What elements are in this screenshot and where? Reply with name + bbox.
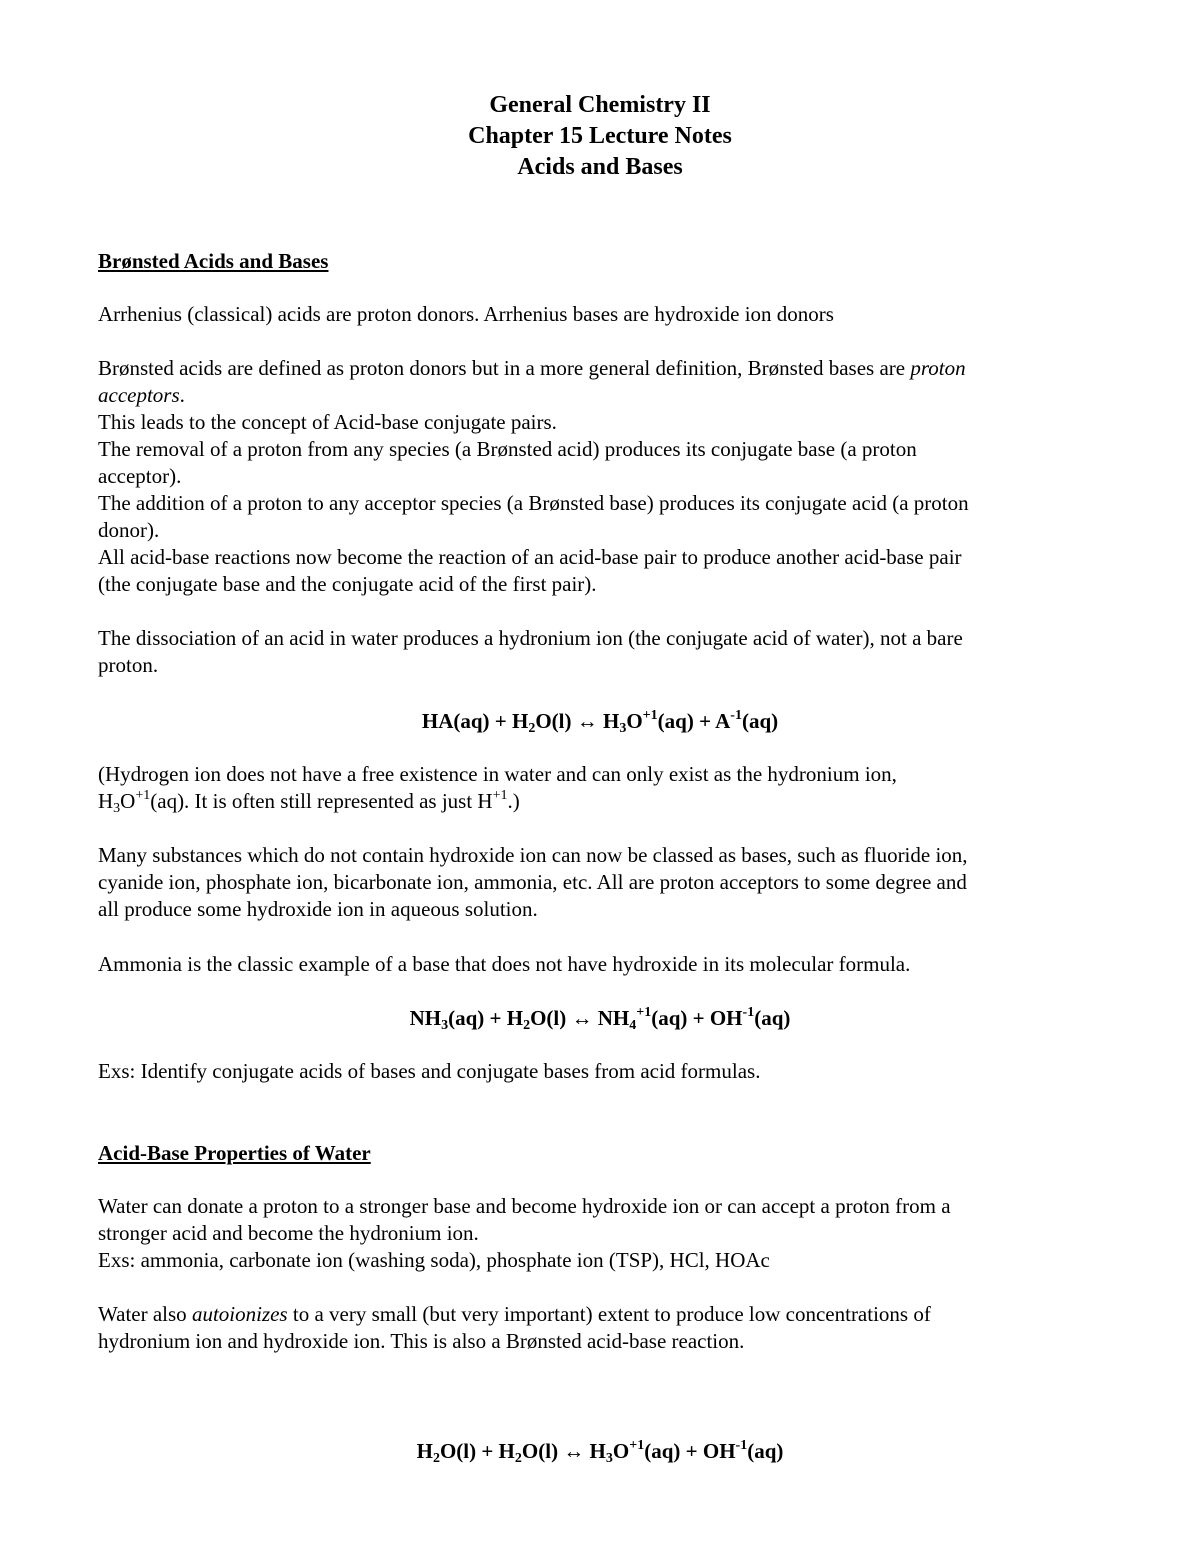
section-heading-bronsted: Brønsted Acids and Bases: [98, 249, 329, 273]
text-line: all produce some hydroxide ion in aqueous solution.: [98, 897, 538, 921]
equation-acid-dissociation: [0, 706, 1200, 736]
equation-ammonia: [0, 1003, 1200, 1033]
doc-title-line2: Chapter 15 Lecture Notes: [468, 123, 732, 149]
superscript: +1: [492, 788, 508, 803]
emphasis-text: acceptors: [98, 383, 180, 407]
eq-subscript: 2: [432, 1451, 440, 1466]
eq-superscript: +1: [642, 708, 658, 723]
paragraph-ammonia: [98, 951, 1098, 978]
text-line: Many substances which do not contain hydroxide ion can now be classed as bases, such as fluoride ion,: [98, 843, 968, 867]
eq-run: (aq) + A: [657, 709, 731, 733]
eq-superscript: -1: [742, 1005, 755, 1020]
subscript: 3: [113, 801, 121, 816]
doc-title-line1: General Chemistry II: [489, 92, 711, 118]
text-line: donor).: [98, 518, 160, 542]
eq-run: (aq): [754, 1006, 791, 1030]
eq-run: HA(aq) + H: [421, 709, 529, 733]
text-line: [98, 788, 1098, 815]
eq-superscript: +1: [636, 1005, 652, 1020]
eq-run: O(l) ↔ H: [521, 1439, 606, 1463]
eq-run: O(l) ↔ H: [535, 709, 620, 733]
eq-run: (aq): [741, 709, 779, 733]
paragraph-dissociation: [98, 625, 1098, 679]
eq-subscript: 4: [629, 1018, 637, 1033]
text-line: proton.: [98, 653, 159, 677]
eq-run: H: [416, 1439, 433, 1463]
doc-title-line3: Acids and Bases: [517, 154, 683, 180]
eq-run: (aq) + H: [448, 1006, 524, 1030]
eq-subscript: 2: [514, 1451, 522, 1466]
eq-subscript: 3: [605, 1451, 613, 1466]
paragraph-water-donate: [98, 1193, 1098, 1274]
text-line: This leads to the concept of Acid-base conjugate pairs.: [98, 410, 557, 434]
eq-run: O(l) + H: [439, 1439, 515, 1463]
text-line: The dissociation of an acid in water produces a hydronium ion (the conjugate acid of water), not a bare: [98, 626, 963, 650]
text-line: [98, 382, 1098, 409]
text-line: All acid-base reactions now become the reaction of an acid-base pair to produce another acid-base pair: [98, 545, 962, 569]
text-line: (the conjugate base and the conjugate acid of the first pair).: [98, 572, 597, 596]
text-line: [98, 355, 1098, 382]
text-run: .): [507, 789, 520, 813]
paragraph-exercises-1: [98, 1058, 1098, 1085]
text-line: Arrhenius (classical) acids are proton donors. Arrhenius bases are hydroxide ion donors: [98, 302, 834, 326]
text-line: Water can donate a proton to a stronger base and become hydroxide ion or can accept a proton from a: [98, 1194, 951, 1218]
eq-superscript: -1: [735, 1438, 748, 1453]
text-line: acceptor).: [98, 464, 182, 488]
emphasis-text: autoionizes: [191, 1302, 288, 1326]
paragraph-autoionization: [98, 1301, 1098, 1355]
text-line: (Hydrogen ion does not have a free existence in water and can only exist as the hydronium ion,: [98, 762, 897, 786]
eq-run: O: [612, 1439, 630, 1463]
emphasis-text: proton: [910, 356, 966, 380]
paragraph-bronsted-definition: [98, 355, 1098, 598]
eq-run: (aq): [747, 1439, 784, 1463]
text-line: Exs: ammonia, carbonate ion (washing soda), phosphate ion (TSP), HCl, HOAc: [98, 1248, 770, 1272]
text-line: stronger acid and become the hydronium ion.: [98, 1221, 479, 1245]
eq-run: O: [626, 709, 643, 733]
text-run: Brønsted acids are defined as proton donors but in a more general definition, Brønsted bases are: [98, 356, 911, 380]
text-line: [98, 1301, 1098, 1328]
eq-run: (aq) + OH: [651, 1006, 743, 1030]
text-line: hydronium ion and hydroxide ion. This is also a Brønsted acid-base reaction.: [98, 1329, 745, 1353]
text-run: to a very small (but very important) extent to produce low concentrations of: [287, 1302, 931, 1326]
eq-subscript: 3: [619, 721, 627, 736]
text-line: cyanide ion, phosphate ion, bicarbonate ion, ammonia, etc. All are proton acceptors to some degree and: [98, 870, 967, 894]
text-run: (aq). It is often still represented as just H: [150, 789, 493, 813]
paragraph-arrhenius: [98, 301, 1098, 328]
equation-water-autoionization: [0, 1436, 1200, 1466]
text-run: H: [98, 789, 114, 813]
text-run: Water also: [98, 1302, 192, 1326]
text-run: O: [120, 789, 136, 813]
superscript: +1: [135, 788, 151, 803]
eq-subscript: 2: [528, 721, 536, 736]
eq-subscript: 2: [523, 1018, 531, 1033]
eq-run: NH: [409, 1006, 442, 1030]
eq-run: (aq) + OH: [644, 1439, 736, 1463]
text-line: The addition of a proton to any acceptor species (a Brønsted base) produces its conjugate acid (a proton: [98, 491, 969, 515]
text-line: The removal of a proton from any species (a Brønsted acid) produces its conjugate base (a proton: [98, 437, 917, 461]
eq-superscript: +1: [629, 1438, 645, 1453]
eq-superscript: -1: [730, 708, 742, 723]
section-heading-water: Acid-Base Properties of Water: [98, 1141, 371, 1165]
text-line: Ammonia is the classic example of a base that does not have hydroxide in its molecular formula.: [98, 952, 911, 976]
paragraph-substances-bases: [98, 842, 1098, 923]
eq-run: O(l) ↔ NH: [530, 1006, 630, 1030]
text-line: Exs: Identify conjugate acids of bases and conjugate bases from acid formulas.: [98, 1059, 761, 1083]
eq-subscript: 3: [441, 1018, 449, 1033]
text-run: .: [179, 383, 185, 407]
paragraph-hydrogen-ion: [98, 761, 1098, 815]
